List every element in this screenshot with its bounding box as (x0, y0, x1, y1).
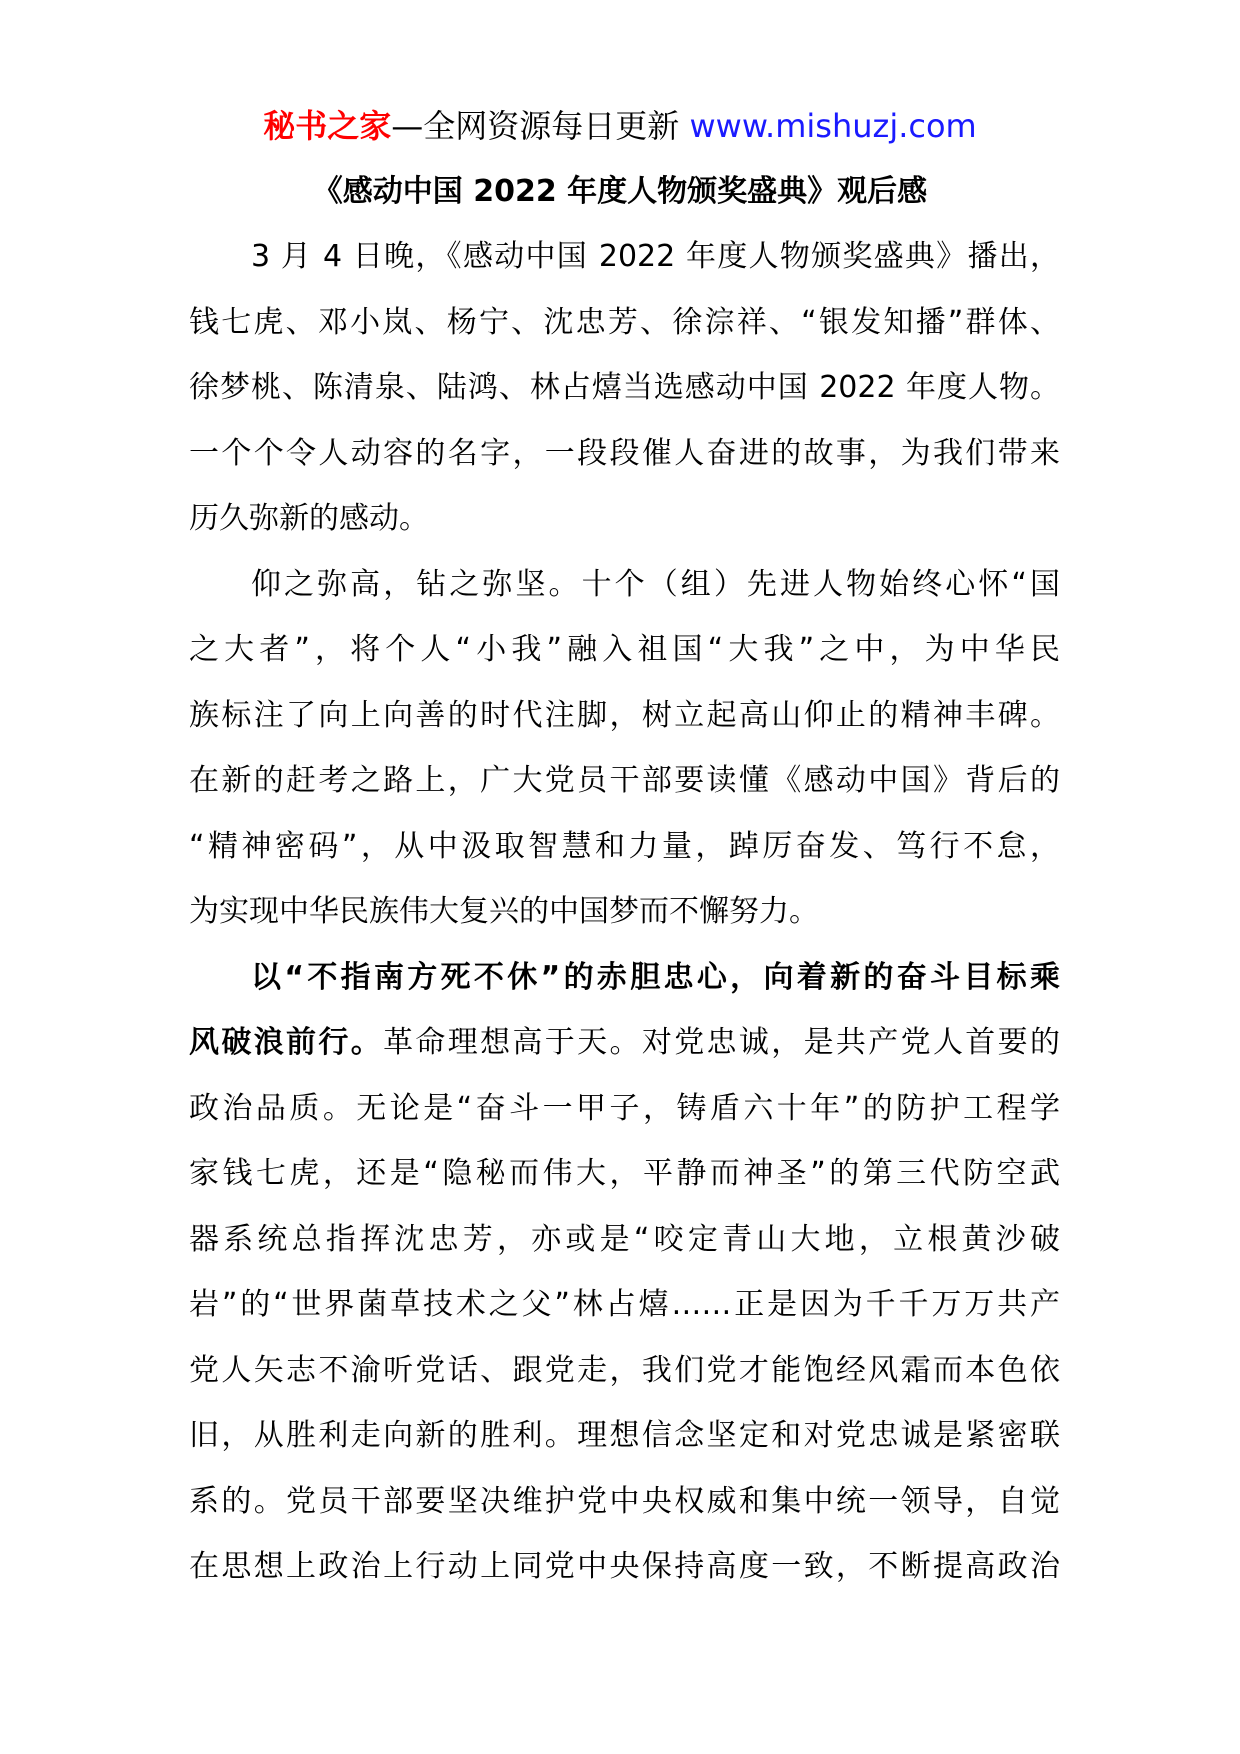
text-line: 岩”的“世界菌草技术之父”林占熺……正是因为千千万万共产 (189, 1287, 1060, 1322)
text-line: 一个个令人动容的名字，一段段催人奋进的故事，为我们带来 (189, 435, 1060, 471)
body-sentence: 革命理想高于天。对党忠诚，是共产党人首要的 (383, 1025, 1060, 1060)
site-header (0, 104, 1240, 148)
text-line: 系的。党员干部要坚决维护党中央权威和集中统一领导，自觉 (189, 1483, 1060, 1519)
site-brand: 秘书之家 (263, 107, 392, 145)
text-line: 旧，从胜利走向新的胜利。理想信念坚定和对党忠诚是紧密联 (189, 1418, 1060, 1453)
text-line: 历久弥新的感动。 (189, 501, 429, 536)
text-line: 钱七虎、邓小岚、杨宁、沈忠芳、徐淙祥、“银发知播”群体、 (189, 304, 1060, 340)
text-line: 为实现中华民族伟大复兴的中国梦而不懈努力。 (189, 894, 819, 929)
text-line: 之大者”，将个人“小我”融入祖国“大我”之中，为中华民 (189, 632, 1060, 667)
text-line: 仰之弥高，钻之弥坚。十个（组）先进人物始终心怀“国 (251, 566, 1060, 602)
text-line: 徐梦桃、陈清泉、陆鸿、林占熺当选感动中国 2022 年度人物。 (189, 370, 1060, 405)
text-line: 在新的赶考之路上，广大党员干部要读懂《感动中国》背后的 (189, 763, 1060, 798)
site-url: www.mishuzj.com (689, 107, 977, 145)
document-title: 《感动中国 2022 年度人物颁奖盛典》观后感 (312, 174, 928, 209)
site-tagline: —全网资源每日更新 (391, 107, 690, 145)
text-line (189, 1010, 1060, 1076)
document-body (189, 224, 1060, 1600)
text-line: 政治品质。无论是“奋斗一甲子，铸盾六十年”的防护工程学 (189, 1090, 1060, 1126)
text-line: 族标注了向上向善的时代注脚，树立起高山仰止的精神丰碑。 (189, 697, 1060, 733)
paragraph (189, 945, 1060, 1600)
lead-sentence: 以“不指南方死不休”的赤胆忠心，向着新的奋斗目标乘 (251, 959, 1060, 995)
text-line: 家钱七虎，还是“隐秘而伟大，平静而神圣”的第三代防空武 (189, 1156, 1060, 1191)
text-line: 党人矢志不渝听党话、跟党走，我们党才能饱经风霜而本色依 (189, 1352, 1060, 1388)
text-line (189, 945, 1060, 1011)
text-line: 器系统总指挥沈忠芳，亦或是“咬定青山大地，立根黄沙破 (189, 1221, 1060, 1257)
paragraph (189, 224, 1060, 552)
lead-sentence: 风破浪前行。 (189, 1025, 384, 1060)
text-line: “精神密码”，从中汲取智慧和力量，踔厉奋发、笃行不怠， (189, 828, 1060, 864)
paragraph (189, 552, 1060, 945)
text-line: 在思想上政治上行动上同党中央保持高度一致，不断提高政治 (189, 1549, 1060, 1584)
text-line: 3 月 4 日晚，《感动中国 2022 年度人物颁奖盛典》播出， (251, 239, 1060, 274)
